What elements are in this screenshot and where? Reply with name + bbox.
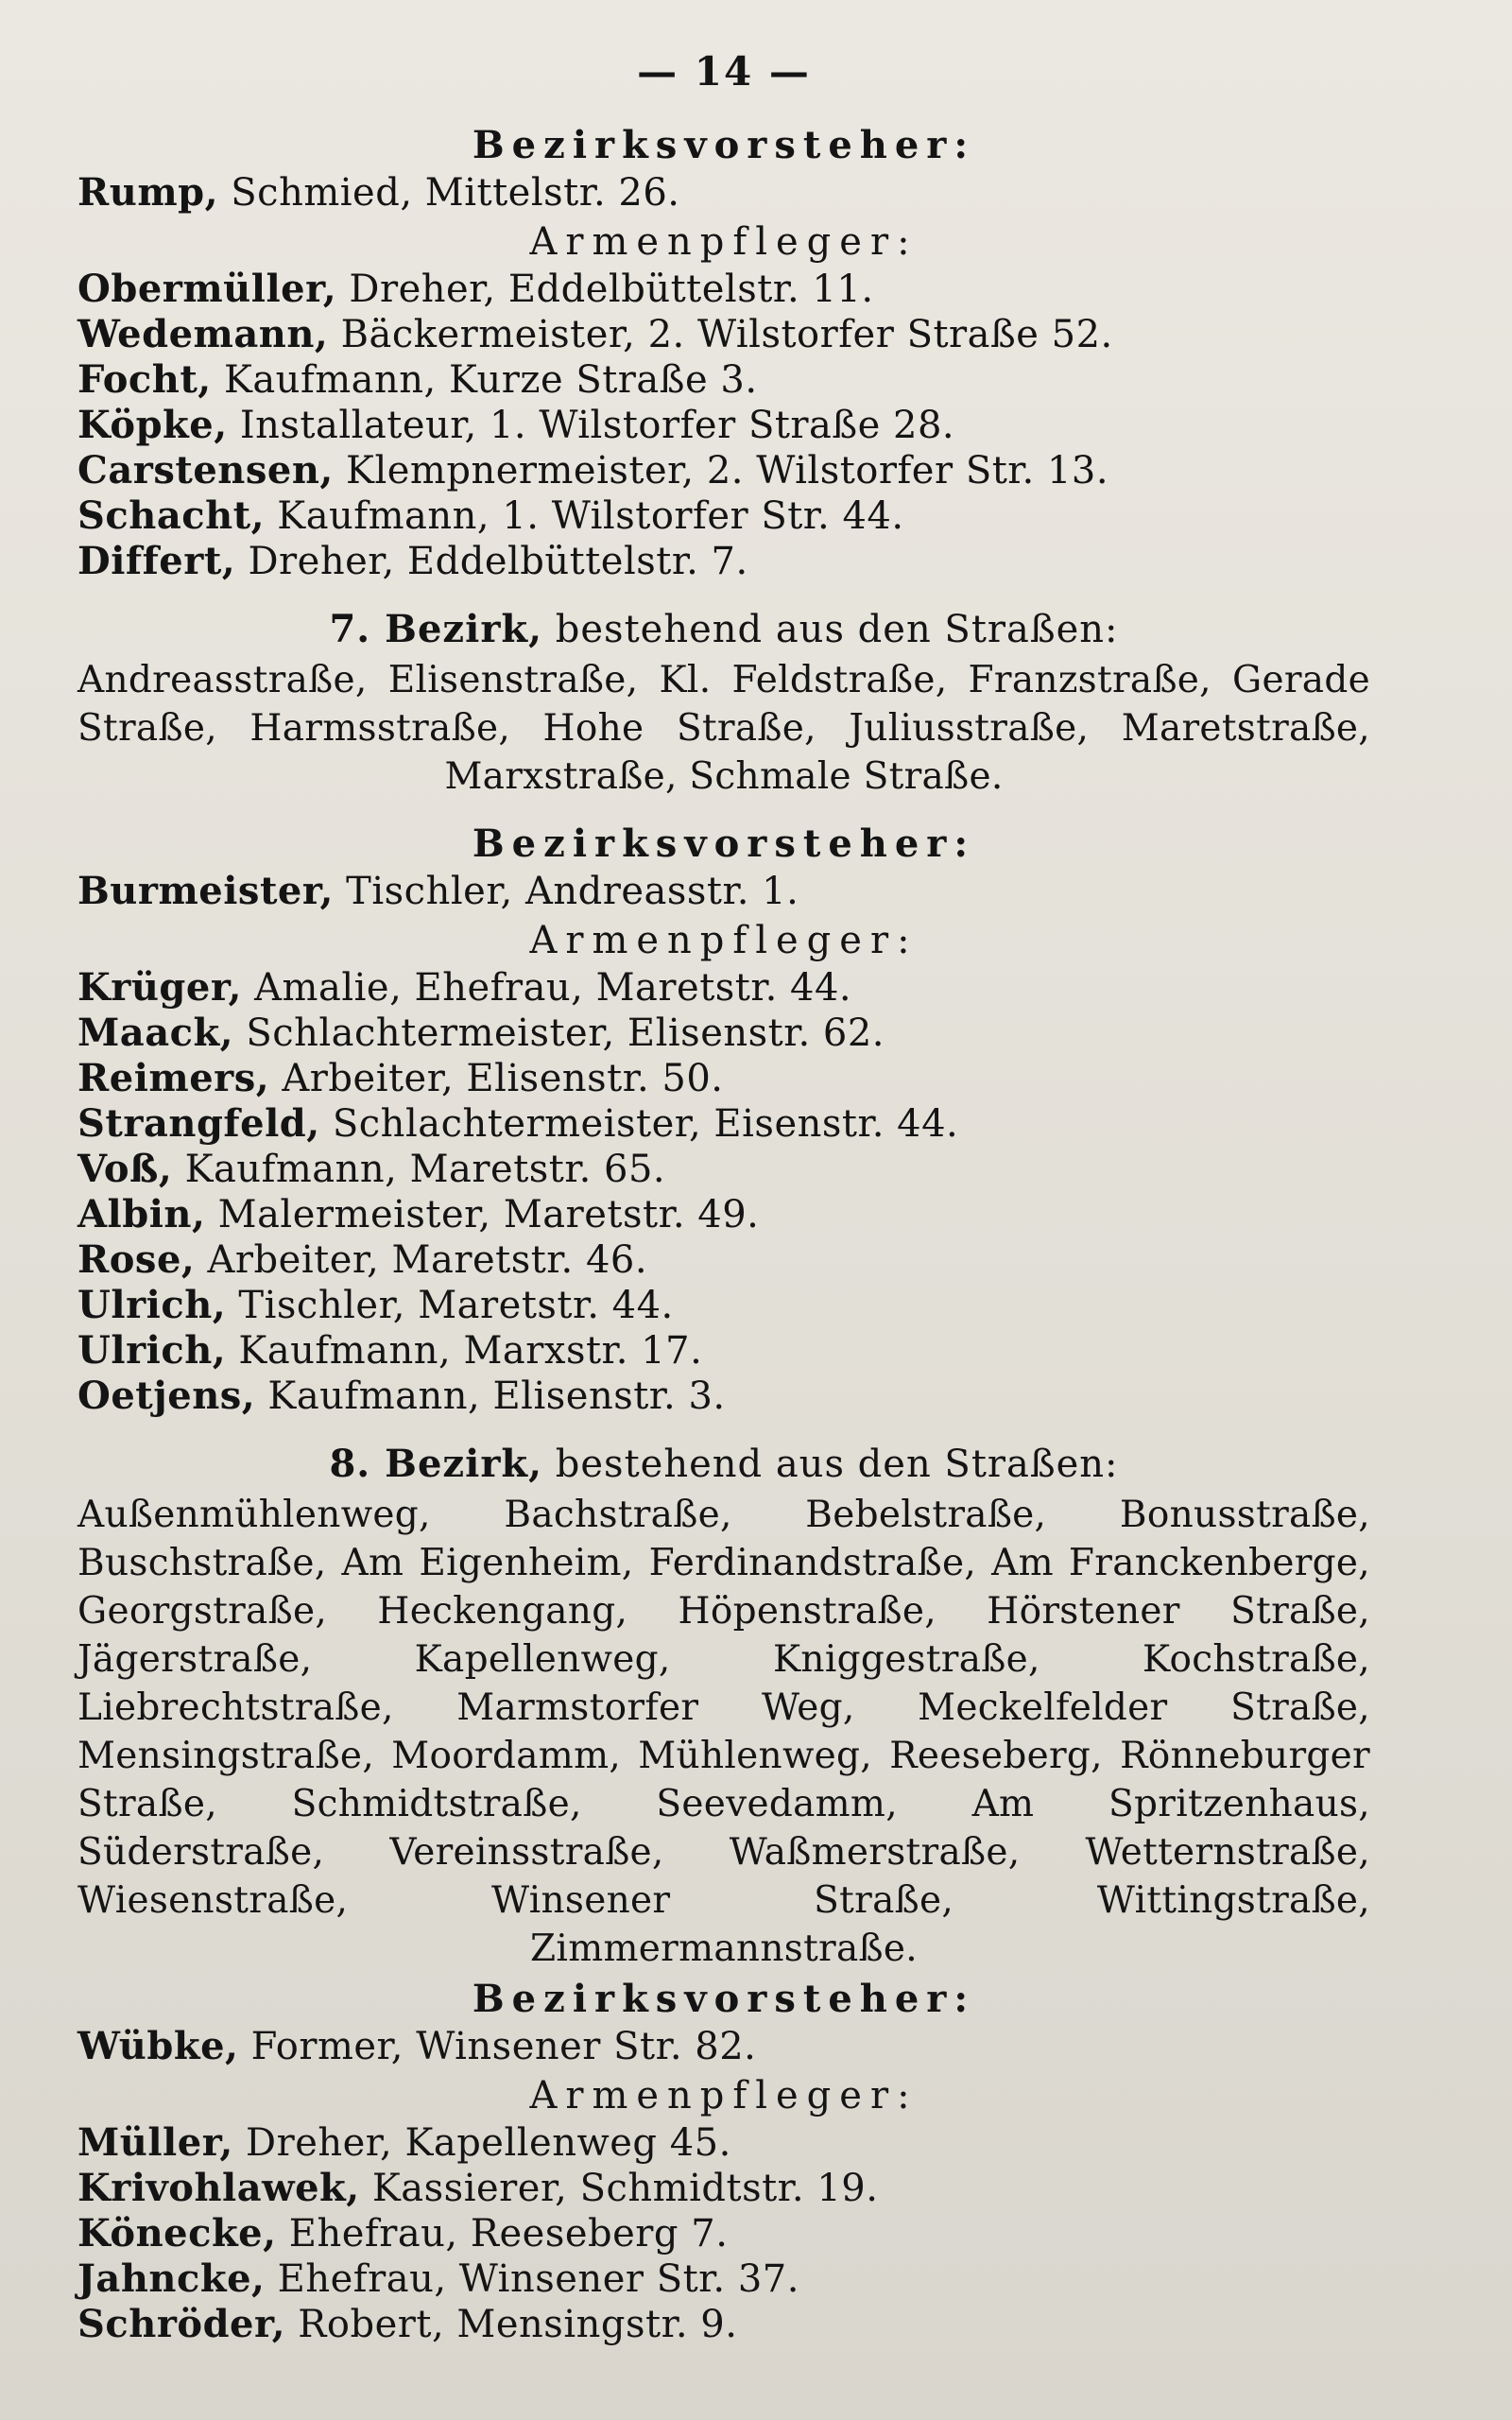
- district-7-streets: Andreasstraße, Elisenstraße, Kl. Feldstraße, Franzstraße, Gerade Straße, Harmsstraße, Hohe Straße, Juliusstraße, Maretstraße, Marxstraße, Schmale Straße.: [77, 659, 1370, 798]
- person-name: Schacht,: [77, 493, 266, 538]
- person-details: Dreher, Kapellenweg 45.: [232, 2121, 731, 2165]
- armenpfleger-list: [77, 965, 1370, 1419]
- list-item: [77, 2024, 1370, 2069]
- person-details: Tischler, Maretstr. 44.: [226, 1284, 674, 1327]
- list-item: [77, 312, 1370, 357]
- person-details: Arbeiter, Elisenstr. 50.: [269, 1057, 724, 1100]
- district-7-title-bold: 7. Bezirk,: [329, 607, 543, 651]
- district-6-block: [77, 123, 1370, 584]
- list-item: [77, 493, 1370, 539]
- district-8-title-bold: 8. Bezirk,: [329, 1442, 543, 1486]
- person-name: Albin,: [77, 1192, 206, 1236]
- person-name: Schröder,: [77, 2302, 286, 2346]
- armenpfleger-heading: Armenpfleger:: [529, 220, 919, 264]
- person-details: Bäckermeister, 2. Wilstorfer Straße 52.: [328, 313, 1113, 356]
- list-item: [77, 1374, 1370, 1419]
- person-name: Obermüller,: [77, 267, 337, 311]
- person-name: Ulrich,: [77, 1328, 227, 1373]
- district-8-block: [77, 1442, 1370, 2347]
- person-name: Krüger,: [77, 965, 242, 1010]
- list-item: [77, 1237, 1370, 1283]
- list-item: [77, 2302, 1370, 2347]
- person-details: Malermeister, Maretstr. 49.: [205, 1193, 760, 1236]
- person-details: Robert, Mensingstr. 9.: [285, 2303, 738, 2346]
- district-8-streets: Außenmühlenweg, Bachstraße, Bebelstraße, Bonusstraße, Buschstraße, Am Eigenheim, Ferdinandstraße, Am Franckenberge, Georgstraße, Heckengang, Höpenstraße, Hörstener Straße, Jägerstraße, Kapellenweg, Kniggestraße, Kochstraße, Liebrechtstraße, Marmstorfer Weg, Meckelfelder Straße, Mensingstraße, Moordamm, Mühlenweg, Reeseberg, Rönneburger Straße, Schmidtstraße, Seevedamm, Am Spritzenhaus, Süderstraße, Vereinsstraße, Waßmerstraße, Wetternstraße, Wiesenstraße, Winsener Straße, Wittingstraße, Zimmermannstraße.: [77, 1494, 1370, 1970]
- person-name: Köpke,: [77, 403, 228, 447]
- armenpfleger-list: [77, 2120, 1370, 2347]
- person-name: Differt,: [77, 539, 236, 583]
- list-item: [77, 965, 1370, 1011]
- person-details: Ehefrau, Winsener Str. 37.: [265, 2257, 799, 2301]
- person-details: Schmied, Mittelstr. 26.: [218, 171, 680, 215]
- armenpfleger-heading: Armenpfleger:: [529, 919, 919, 962]
- person-name: Ulrich,: [77, 1283, 227, 1327]
- person-details: Schlachtermeister, Elisenstr. 62.: [233, 1011, 885, 1055]
- list-item: [77, 539, 1370, 584]
- person-name: Wedemann,: [77, 312, 329, 356]
- person-name: Maack,: [77, 1011, 234, 1055]
- list-item: [77, 357, 1370, 403]
- district-7-block: [77, 607, 1370, 1419]
- list-item: [77, 2120, 1370, 2166]
- list-item: [77, 1056, 1370, 1101]
- person-details: Dreher, Eddelbüttelstr. 11.: [336, 268, 874, 311]
- district-7-title-rest: bestehend aus den Straßen:: [542, 608, 1119, 651]
- list-item: [77, 403, 1370, 448]
- bezirksvorsteher-heading: Bezirksvorsteher:: [472, 821, 976, 866]
- person-name: Müller,: [77, 2120, 233, 2165]
- list-item: [77, 170, 1370, 216]
- person-name: Strangfeld,: [77, 1101, 320, 1146]
- list-item: [77, 2211, 1370, 2256]
- person-details: Klempnermeister, 2. Wilstorfer Str. 13.: [333, 449, 1109, 493]
- list-item: [77, 1101, 1370, 1147]
- list-item: [77, 1011, 1370, 1056]
- person-name: Krivohlawek,: [77, 2166, 360, 2210]
- list-item: [77, 1147, 1370, 1192]
- list-item: [77, 869, 1370, 914]
- list-item: [77, 1328, 1370, 1374]
- person-details: Ehefrau, Reeseberg 7.: [276, 2212, 729, 2256]
- person-name: Rump,: [77, 170, 219, 215]
- list-item: [77, 1283, 1370, 1328]
- person-name: Reimers,: [77, 1056, 270, 1100]
- person-name: Könecke,: [77, 2211, 277, 2256]
- person-name: Carstensen,: [77, 448, 334, 493]
- person-name: Oetjens,: [77, 1374, 256, 1418]
- list-item: [77, 267, 1370, 312]
- person-details: Kaufmann, 1. Wilstorfer Str. 44.: [265, 494, 904, 538]
- list-item: [77, 448, 1370, 493]
- person-details: Dreher, Eddelbüttelstr. 7.: [235, 540, 748, 583]
- vorsteher-list: [77, 170, 1370, 216]
- person-details: Former, Winsener Str. 82.: [238, 2025, 757, 2068]
- armenpfleger-list: [77, 267, 1370, 584]
- person-details: Schlachtermeister, Eisenstr. 44.: [319, 1102, 959, 1146]
- person-name: Rose,: [77, 1237, 196, 1282]
- person-details: Kassierer, Schmidtstr. 19.: [359, 2167, 879, 2210]
- person-details: Kaufmann, Maretstr. 65.: [172, 1148, 666, 1191]
- person-name: Voß,: [77, 1147, 173, 1191]
- person-details: Tischler, Andreasstr. 1.: [333, 870, 799, 913]
- vorsteher-list: [77, 2024, 1370, 2069]
- district-8-title-rest: bestehend aus den Straßen:: [542, 1443, 1119, 1486]
- person-details: Installateur, 1. Wilstorfer Straße 28.: [227, 404, 955, 447]
- armenpfleger-heading: Armenpfleger:: [529, 2074, 919, 2118]
- person-name: Focht,: [77, 357, 212, 402]
- person-name: Burmeister,: [77, 869, 334, 913]
- person-name: Jahncke,: [77, 2256, 266, 2301]
- person-details: Arbeiter, Maretstr. 46.: [195, 1238, 648, 1282]
- bezirksvorsteher-heading: Bezirksvorsteher:: [472, 123, 976, 167]
- list-item: [77, 2256, 1370, 2302]
- district-8-title: [77, 1442, 1370, 1487]
- person-details: Kaufmann, Kurze Straße 3.: [211, 358, 758, 402]
- person-details: Amalie, Ehefrau, Maretstr. 44.: [241, 966, 852, 1010]
- list-item: [77, 1192, 1370, 1237]
- district-7-title: [77, 607, 1370, 652]
- person-name: Wübke,: [77, 2024, 239, 2068]
- bezirksvorsteher-heading: Bezirksvorsteher:: [472, 1977, 976, 2021]
- person-details: Kaufmann, Elisenstr. 3.: [255, 1374, 726, 1418]
- page-number: — 14 —: [637, 48, 811, 95]
- vorsteher-list: [77, 869, 1370, 914]
- person-details: Kaufmann, Marxstr. 17.: [226, 1329, 703, 1373]
- list-item: [77, 2166, 1370, 2211]
